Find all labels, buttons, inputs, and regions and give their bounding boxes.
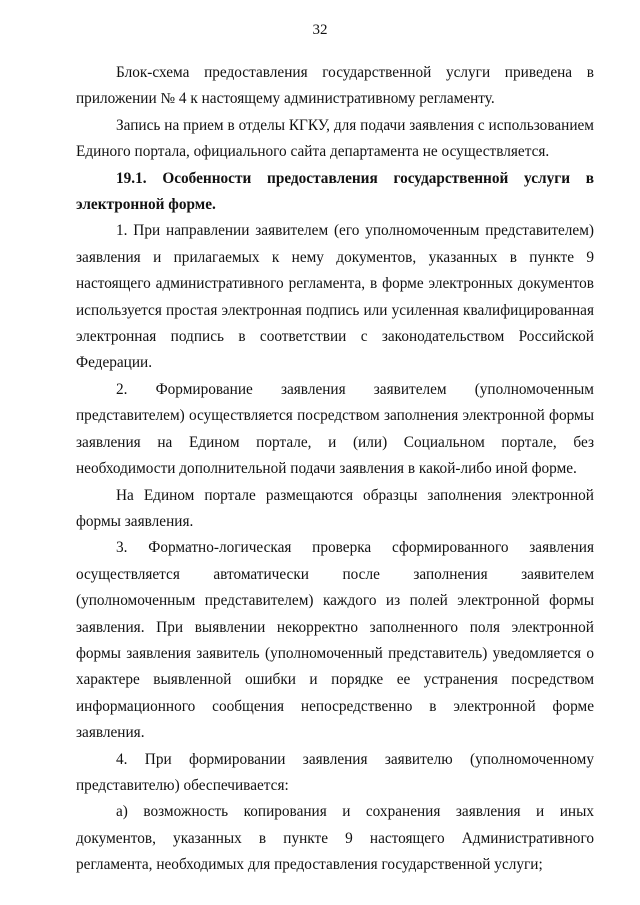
page-number: 32 [312,22,328,38]
paragraph-item-2: 2. Формирование заявления заявителем (уполномоченным представителем) осуществляется посредством заполнения электронной формы заявления на Едином портале, и (или) Социальном портале, без необходимости дополнительной подачи заявления в какой-либо иной форме. [76,380,594,478]
paragraph-item-1: 1. При направлении заявителем (его уполномоченным представителем) заявления и прилагаемых к нему документов, указанных в пункте 9 настоящего административного регламента, в форме электронных документов используется простая электронная подпись или усиленная квалифицированная электронная подпись в соответствии с законодательством Российской Федерации. [76,222,594,372]
paragraph-item-4a: а) возможность копирования и сохранения заявления и иных документов, указанных в пункте 9 настоящего Административного регламента, необходимых для предоставления государственной услуги; [76,803,594,874]
paragraph-item-3: 3. Форматно-логическая проверка сформированного заявления осуществляется автоматически после заполнения заявителем (уполномоченным представителем) каждого из полей электронной формы заявления. При выявлении некорректно заполненного поля электронной формы заявления заявитель (уполномоченный представитель) уведомляется о характере выявленной ошибки и порядке ее устранения посредством информационного сообщения непосредственно в электронной форме заявления. [76,539,594,742]
paragraph-samples: На Едином портале размещаются образцы заполнения электронной формы заявления. [76,486,594,530]
document-body [76,60,594,879]
paragraph-item-4: 4. При формировании заявления заявителю (уполномоченному представителю) обеспечивается: [76,750,594,794]
section-heading: 19.1. Особенности предоставления государственной услуги в электронной форме. [76,169,594,214]
paragraph-flowchart: Блок-схема предоставления государственной услуги приведена в приложении № 4 к настоящему административному регламенту. [76,64,594,108]
paragraph-appointment: Запись на прием в отделы КГКУ, для подачи заявления с использованием Единого портала, официального сайта департамента не осуществляется. [76,116,594,161]
